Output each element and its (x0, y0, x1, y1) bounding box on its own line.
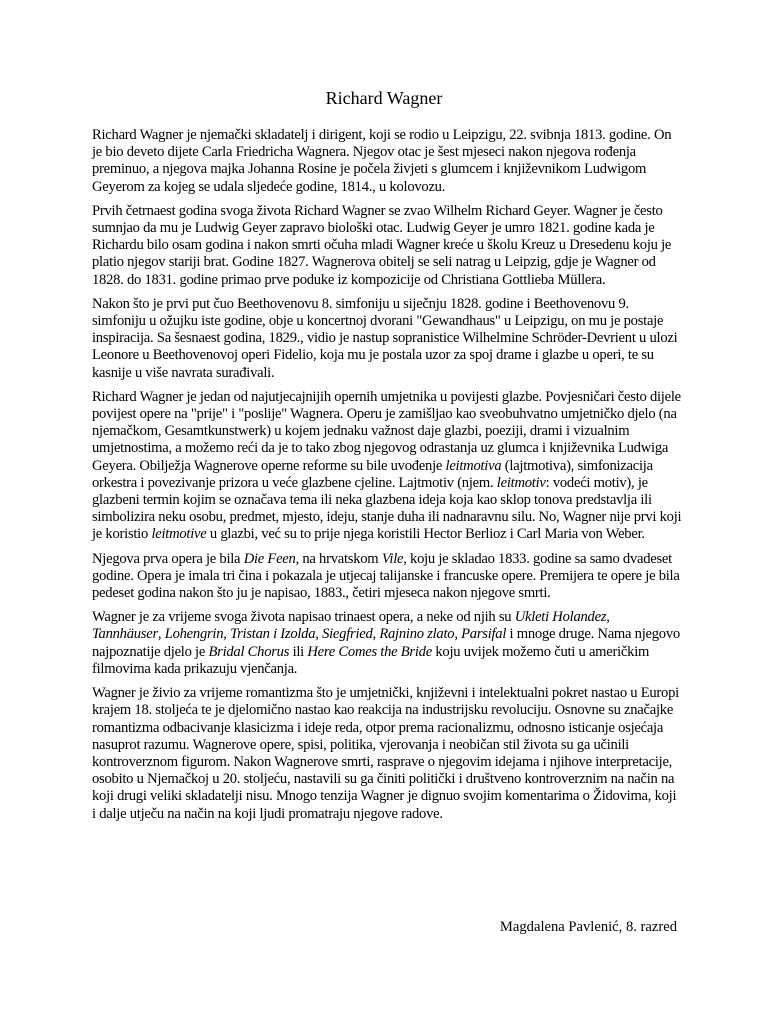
italic-term: Parsifal (461, 626, 507, 643)
paragraph-3 (92, 296, 682, 382)
document-title: Richard Wagner (325, 88, 443, 108)
italic-term: Siegfried (322, 626, 373, 643)
italic-term: Tristan i Izolda (230, 626, 316, 643)
italic-term: Here Comes the Bride (307, 643, 432, 660)
text-run: ili (289, 643, 308, 660)
text-run: , (315, 626, 323, 643)
text-run: , na hrvatskom (295, 550, 382, 567)
italic-term: Rajnino zlato (379, 626, 455, 643)
paragraph-2 (92, 203, 682, 289)
text-run: Wagner je za vrijeme svoga života napisao trinaest opera, a neke od njih su (92, 609, 515, 626)
italic-term: leitmotive (151, 526, 207, 543)
text-run: Richard Wagner je njemački skladatelj i dirigent, koji se rodio u Leipzigu, 22. svibnja 1813. godine. On je bio deveto dijete Carla Friedricha Wagnera. Njegov otac je šest mjeseci nakon njegova rođenja preminuo, a njegova majka Johanna Rosine je počela živjeti s glumcem i književnikom Ludwigom Geyerom za kojeg se udala sljedeće godine, 1814., u kolovozu. (92, 127, 672, 195)
paragraph-4 (92, 389, 682, 544)
paragraph-7 (92, 685, 682, 823)
text-run: i mnoge druge. Nama njegovo najpoznatije djelo je (92, 626, 680, 660)
text-run: Njegova prva opera je bila (92, 550, 244, 567)
italic-term: Vile (381, 550, 404, 567)
italic-term: Bridal Chorus (208, 643, 290, 660)
paragraph-6 (92, 609, 682, 678)
text-run: Prvih četrnaest godina svoga života Richard Wagner se zvao Wilhelm Richard Geyer. Wagner je često sumnjao da mu je Ludwig Geyer zapravo biološki otac. Ludwig Geyer je umro 1821. godine kada je Richardu bilo osam godina i nakon smrti očuha mladi Wagner kreće u školu Kreuz u Dresedenu koju je platio njegov stariji brat. Godine 1827. Wagnerova obitelj se seli natrag u Leipzig, gdje je Wagner od 1828. do 1831. godine primao prve poduke iz kompozicije od Christiana Gottlieba Müllera. (92, 202, 672, 288)
text-run: : vodeći motiv), je glazbeni termin kojim se označava tema ili neka glazbena ideja koja kao sklop tonova predstavlja ili simbolizira neku osobu, predmet, mjesto, ideju, stanje duha ili nadnaravnu silu. No, Wagner nije prvi koji je koristio (92, 474, 682, 543)
text-run: , (606, 609, 610, 626)
text-run: , koju je skladao 1833. godine sa samo dvadeset godine. Opera je imala tri čina i pokazala je utjecaj talijanske i francuske opere. Premijera te opere je bila pedeset godina nakon što ju je napisao, 1883., četiri mjeseca nakon njegove smrti. (92, 550, 680, 602)
italic-term: Die Feen (243, 550, 296, 567)
text-run: koju uvijek možemo čuti u američkim filmovima kada prikazuju vjenčanja. (92, 643, 650, 677)
italic-term: Tannhäuser (92, 626, 158, 643)
italic-term: leitmotiva (445, 457, 502, 474)
text-run: (lajtmotiva), simfonizacija orkestra i povezivanje prizora u veće glazbene cjeline. Lajtmotiv (njem. (92, 457, 653, 491)
italic-term: leitmotiv (496, 474, 546, 491)
text-run: , (454, 626, 462, 643)
text-run: Wagner je živio za vrijeme romantizma što je umjetnički, književni i intelektualni pokret nastao u Europi krajem 18. stoljeća te je djelomično nastao kao reakcija na industrijsku revoluciju. Osnovne su značajke romantizma odbacivanje klasicizma i ideje reda, otpor prema racionalizmu, odnosno isticanje osjećaja nasuprot razumu. Wagnerove opere, spisi, politika, vjerovanja i neobičan stil života su ga učinili kontroverznom figurom. Nakon Wagnerove smrti, rasprave o njegovim idejama i njihove interpretacije, osobito u Njemačkoj u 20. stoljeću, nastavili su ga činiti politički i društveno kontroverznim na način na koji drugi veliki skladatelji nisu. Mnogo tenzija Wagner je dignuo svojim komentarima o Židovima, koji i dalje utječu na način na koji ljudi promatraju njegove radove. (92, 685, 679, 822)
italic-term: Lohengrin (164, 626, 224, 643)
paragraph-5 (92, 551, 682, 603)
text-run: u glazbi, već su to prije njega koristili Hector Berlioz i Carl Maria von Weber. (206, 526, 645, 543)
text-run: Richard Wagner je jedan od najutjecajnijih opernih umjetnika u povijesti glazbe. Povjesničari često dijele povijest opere na "prije" i "poslije" Wagnera. Operu je zamišljao kao sveobuhvatno umjetničko djelo (na njemačkom, Gesamtkunstwerk) u kojem jednaku važnost daje glazbi, poeziji, drami i vizualnim umjetnostima, a možemo reći da je to tako zbog njegovog odrastanja uz glumca i književnika Ludwiga Geyera. Obilježja Wagnerove operne reforme su bile uvođenje (92, 388, 681, 474)
author-signature: Magdalena Pavlenić, 8. razred (499, 919, 677, 935)
italic-term: Ukleti Holandez (514, 609, 607, 626)
paragraph-1 (92, 127, 682, 196)
text-run: Nakon što je prvi put čuo Beethovenovu 8. simfoniju u siječnju 1828. godine i Beethovenovu 9. simfoniju u ožujku iste godine, obje u koncertnoj dvorani "Gewandhaus" u Leipzigu, on mu je postaje inspiracija. Sa šesnaest godina, 1829., vidio je nastup sopranistice Wilhelmine Schröder-Devrient u ulozi Leonore u Beethovenovoj operi Fidelio, koja mu je postala uzor za spoj drame i glazbe u operi, te su kasnije u više navrata surađivali. (92, 295, 678, 381)
text-run: , (157, 626, 165, 643)
text-run: , (223, 626, 231, 643)
document-body (92, 127, 682, 830)
text-run: , (372, 626, 380, 643)
